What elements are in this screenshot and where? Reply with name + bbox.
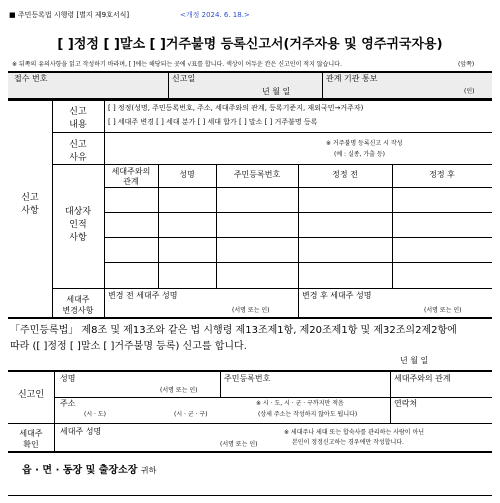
before-head-name-label: 변경 전 세대주 성명 [108, 291, 178, 300]
report-date-label: 신고일 [172, 74, 196, 83]
instruction-notice: ※ 뒤쪽의 유의사항을 읽고 작성하기 바라며, [ ]에는 해당되는 곳에 √표를 합니다. 색상이 어두운 칸은 신고인이 적지 않습니다. [12, 61, 342, 68]
address-detail-note: (상세 주소는 작성하지 않아도 됩니다) [258, 411, 358, 418]
after-head-sign[interactable]: (서명 또는 인) [424, 307, 462, 314]
head-confirm-label: 세대주 확인 [19, 429, 43, 449]
report-section-label: 신고 사항 [21, 193, 39, 216]
divider [54, 424, 55, 451]
divider [52, 164, 492, 165]
page-side-label: (앞쪽) [458, 61, 475, 68]
statement-line-1: 「주민등록법」 제8조 및 제13조와 같은 법 시행령 제13조제1항, 제20조제1항 및 제32조의2제2항에 [10, 325, 457, 336]
content-option-correction[interactable]: [ ] 정정(성명, 주민등록번호, 주소, 세대주와의 관계, 등록기준지, 재외국민→거주자) [108, 104, 364, 112]
report-content-label: 신고 내용 [69, 107, 87, 130]
divider [298, 165, 299, 288]
revision-date: <개정 2024. 6. 18.> [180, 11, 250, 19]
addressee-suffix: 귀하 [140, 466, 157, 475]
divider [168, 72, 169, 98]
form-reference: ■ 주민등록법 시행령 [별지 제9호서식] [9, 11, 130, 19]
before-head-sign[interactable]: (서명 또는 인) [232, 307, 270, 314]
report-reason-label: 신고 사유 [69, 140, 87, 163]
divider [322, 72, 323, 98]
statement-line-2: 따라 ([ ]정정 [ ]말소 [ ]거주불명 등록) 신고를 합니다. [10, 341, 247, 352]
reporter-sign[interactable]: (서명 또는 인) [160, 387, 198, 394]
head-confirm-note-1: ※ 세대주나 세대 또는 합숙사를 관리하는 사람이 아닌 [284, 429, 425, 436]
head-change-label: 세대주 변경사항 [62, 295, 94, 315]
divider [298, 289, 299, 317]
col-after: 정정 후 [429, 170, 455, 179]
address-district[interactable]: (시 · 군 · 구) [174, 411, 208, 418]
head-name-label: 세대주 성명 [60, 427, 102, 436]
divider [8, 370, 492, 372]
form-title: [ ]정정 [ ]말소 [ ]거주불명 등록신고서(거주자용 및 영주귀국자용) [57, 37, 443, 52]
agency-notice-label: 관계 기관 통보 [326, 74, 378, 83]
divider [52, 288, 492, 289]
divider [52, 132, 492, 133]
divider [8, 423, 492, 424]
receipt-number-label: 접수 번호 [14, 74, 48, 83]
divider [54, 397, 492, 398]
reason-example: (예 : 실종, 가출 등) [334, 151, 386, 158]
reason-note: ※ 거주불명 등록신고 시 작성 [326, 140, 403, 147]
address-note: ※ 시 · 도, 시 · 군 · 구까지만 적음 [256, 400, 344, 407]
divider [104, 101, 105, 317]
reporter-relation-label: 세대주와의 관계 [394, 374, 451, 383]
divider [8, 451, 492, 453]
reporter-label: 신고인 [17, 390, 45, 400]
content-option-types[interactable]: [ ] 세대주 변경 [ ] 세대 분가 [ ] 세대 합가 [ ] 말소 [ ] 거주불명 등록 [108, 118, 318, 126]
addressee-name: 읍 · 면 · 동장 및 출장소장 [22, 465, 138, 476]
divider [8, 71, 492, 73]
addressee [22, 466, 156, 476]
address-province[interactable]: (시 · 도) [84, 411, 106, 418]
col-before: 정정 전 [332, 170, 358, 179]
report-date-units: 년 월 일 [262, 87, 291, 96]
col-name: 성명 [179, 170, 195, 179]
divider [158, 165, 159, 288]
head-confirm-note-2: 본인이 정정신고하는 경우에만 작성합니다. [292, 439, 404, 446]
after-head-name-label: 변경 후 세대주 성명 [302, 291, 372, 300]
head-sign[interactable]: (서명 또는 인) [220, 441, 258, 448]
reporter-name-label: 성명 [60, 374, 76, 383]
col-rrn: 주민등록번호 [233, 170, 281, 179]
divider [220, 372, 221, 397]
agency-seal-mark: (인) [464, 88, 475, 95]
divider [8, 495, 492, 496]
divider [8, 99, 492, 101]
divider [392, 165, 393, 288]
divider [8, 317, 492, 319]
col-relation: 세대주와의 관계 [111, 167, 151, 186]
reporter-rrn-label: 주민등록번호 [224, 374, 271, 383]
receipt-area [8, 72, 492, 98]
target-person-label: 대상자 인적 사항 [64, 207, 92, 243]
reporter-address-label: 주소 [60, 399, 76, 408]
reporter-contact-label: 연락처 [394, 399, 418, 408]
statement-date: 년 월 일 [400, 356, 429, 365]
divider [216, 165, 217, 288]
